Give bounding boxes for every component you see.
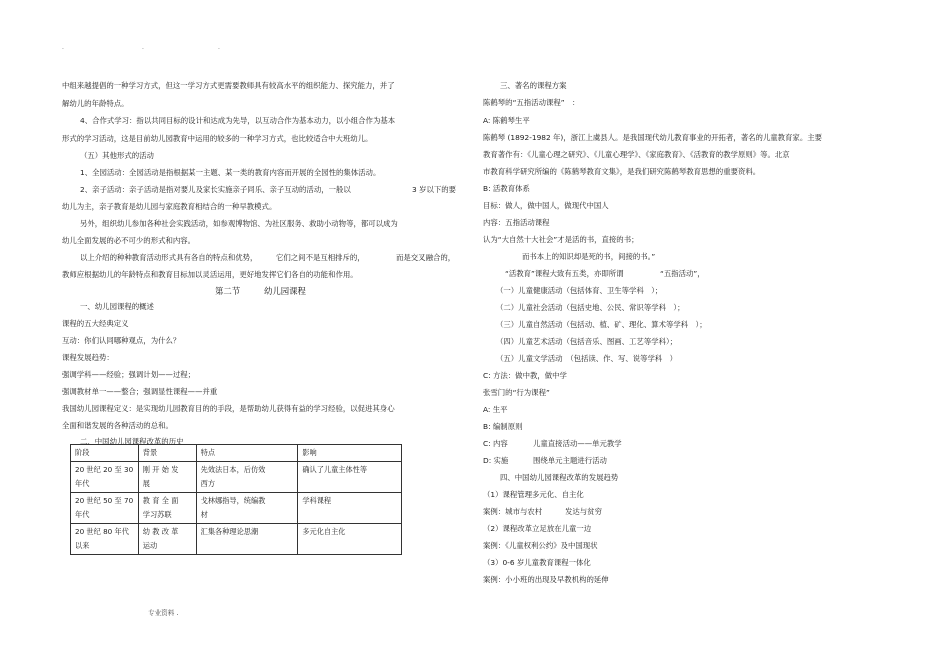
heading: 一、幼儿园课程的概述 <box>80 302 154 311</box>
table-header-row <box>71 445 402 462</box>
paragraph-line: C: 方法：做中教，做中学 <box>483 371 567 380</box>
paragraph-line: 而是交叉融合的， <box>396 253 456 262</box>
paragraph-line: 4、合作式学习：指以共同目标的设计和达成为先导，以互动合作为基本动力，以小组合作为基本 <box>80 116 396 125</box>
cell-line: 先效法日本，后仿效 <box>200 465 266 474</box>
paragraph-line: A: 生平 <box>483 405 508 414</box>
paragraph-line: 中组来越提倡的一种学习方式，但这一学习方式更需要教师具有较高水平的组织能力、探究能力，并了 <box>62 81 395 90</box>
table-row <box>71 524 402 555</box>
paragraph-line: 另外，组织幼儿参加各种社会实践活动，如参观博物馆、为社区服务、救助小动物等，都可以成为 <box>80 219 398 228</box>
table-cell <box>71 524 139 555</box>
paragraph-line: 市教育科学研究所编的《陈鹤琴教育文集》，是我们研究陈鹤琴教育思想的重要资料。 <box>483 167 761 176</box>
paragraph-line: “活教育”课程大致有五类，亦即所谓 <box>505 269 624 278</box>
paragraph-line: 教师应根据幼儿的年龄特点和教育目标加以灵活运用，更好地发挥它们各自的功能和作用。 <box>62 270 358 279</box>
list-item: （二）儿童社会活动（包括史地、公民、常识等学科 ）； <box>496 303 685 312</box>
header-dot: . <box>62 44 64 51</box>
cell-line: 幼 教 改 革 <box>142 527 179 536</box>
paragraph-line: 全面和谐发展的各种活动的总和。 <box>62 421 173 430</box>
paragraph-line: 而书本上的知识却是死的书，间接的书。” <box>522 252 656 261</box>
paragraph-line: 2、亲子活动：亲子活动是指对要儿及家长实施亲子同乐、亲子互动的活动，一般以 <box>80 185 351 194</box>
header-dot: . <box>218 44 220 51</box>
table-header-cell: 特点 <box>196 445 298 462</box>
table-cell <box>138 524 196 555</box>
paragraph-line: 认为“大自然十大社会”才是活的书，直接的书； <box>483 235 639 244</box>
heading: 三、著名的课程方案 <box>500 81 567 90</box>
paragraph-line: 强调学科——经验；强调计划——过程； <box>62 370 196 379</box>
paragraph-line: 张雪门的“行为课程” <box>483 388 550 397</box>
cell-line: 20 世纪 20 至 30 <box>75 465 134 474</box>
table-cell <box>298 462 402 493</box>
cell-line: 年代 <box>75 510 90 519</box>
table-header-cell: 阶段 <box>71 445 139 462</box>
paragraph-line: B: 编制原则 <box>483 422 523 431</box>
cell-line: 学习苏联 <box>142 510 172 519</box>
cell-line: 教 育 全 面 <box>142 496 179 505</box>
section-number: 第二节 <box>215 286 241 296</box>
cell-line: 刚 开 始 发 <box>142 465 179 474</box>
paragraph-line: 案例：《儿童权利公约》及中国现状 <box>483 541 598 550</box>
cell-line: 多元化自主化 <box>302 527 346 536</box>
paragraph-line: 形式的学习活动，这是目前幼儿园教育中运用的较多的一种学习方式，也比较适合中大班幼儿。 <box>62 134 373 143</box>
list-item: （一）儿童健康活动（包括体育、卫生等学科 ）； <box>496 286 663 295</box>
paragraph-line: 陈鹤琴 (1892-1982 年)，浙江上虞县人。是我国现代幼儿教育事业的开拓者，著名的儿童教育家。主要 <box>483 133 822 142</box>
paragraph-line: 它们之间不是互相排斥的， <box>276 253 365 262</box>
paragraph-line: 3 岁以下的要 <box>412 185 457 194</box>
cell-line: 以来 <box>75 541 90 550</box>
cell-line: 展 <box>142 479 150 488</box>
table-cell <box>138 493 196 524</box>
paragraph-line: B: 活教育体系 <box>483 184 530 193</box>
cell-line: 20 世纪 50 至 70 <box>75 496 134 505</box>
paragraph-line: 陈鹤琴的“五指活动课程” ： <box>483 98 580 107</box>
table-cell <box>298 493 402 524</box>
paragraph-line: C: 内容 <box>483 439 508 448</box>
paragraph-line: （2）课程改革立足放在儿童一边 <box>483 524 592 533</box>
list-item: （五）儿童文学活动 （包括读、作、写、说等学科 ） <box>496 354 678 363</box>
paragraph-line: 课程的五大经典定义 <box>62 319 129 328</box>
paragraph-line: 幼儿全面发展的必不可少的形式和内容。 <box>62 236 196 245</box>
paragraph-line: “五指活动”， <box>660 269 705 278</box>
paragraph-line: 案例：城市与农村 <box>483 507 543 516</box>
section-title: 幼儿园课程 <box>264 286 306 296</box>
cell-line: 年代 <box>75 479 90 488</box>
paragraph-line: 课程发展趋势： <box>62 353 114 362</box>
table-row <box>71 493 402 524</box>
cell-line: 20 世纪 80 年代 <box>75 527 129 536</box>
table-cell <box>196 493 298 524</box>
cell-line: 学科课程 <box>302 496 332 505</box>
curriculum-history-table <box>70 444 402 555</box>
table-header-cell: 影响 <box>298 445 402 462</box>
paragraph-line: A: 陈鹤琴生平 <box>483 116 530 125</box>
list-item: （四）儿童艺术活动（包括音乐、图画、工艺等学科）； <box>496 337 678 346</box>
header-dot: . <box>142 44 144 51</box>
paragraph-line: 内容：五指活动课程 <box>483 218 550 227</box>
paragraph-line: 案例：小小班的出现及早教机构的延伸 <box>483 575 609 584</box>
cell-line: 戈林娜指导，统编教 <box>200 496 266 505</box>
table-cell <box>71 493 139 524</box>
table-header-cell: 背景 <box>138 445 196 462</box>
paragraph-line: 互动：你们认同哪种观点，为什么？ <box>62 336 181 345</box>
paragraph-line: 以上介绍的种种教育活动形式具有各自的特点和优势， <box>80 253 258 262</box>
list-item: （三）儿童自然活动（包括动、植、矿、理化、算术等学科 ）； <box>496 320 707 329</box>
page-footer: 专业资料 . <box>148 609 179 617</box>
table-cell <box>298 524 402 555</box>
paragraph-line: 强调教材单一——整合；强调显性课程——并重 <box>62 387 218 396</box>
subheading: （五）其他形式的活动 <box>80 151 154 160</box>
paragraph-line: D: 实施 <box>483 456 509 465</box>
cell-line: 运动 <box>142 541 158 550</box>
paragraph-line: 发达与贫穷 <box>565 507 602 516</box>
paragraph-line: 目标：做人，做中国人，做现代中国人 <box>483 201 609 210</box>
paragraph-line: 教育著作有：《儿童心理之研究》、《儿童心理学》、《家庭教育》、《活教育的教学原则》等。北京 <box>483 150 790 159</box>
heading: 四、中国幼儿园课程改革的发展趋势 <box>500 473 619 482</box>
table-row <box>71 462 402 493</box>
paragraph-line: 1、全园活动：全园活动是指根据某一主题、某一类的教育内容而开展的全园性的集体活动。 <box>80 168 381 177</box>
paragraph-line: 儿童直接活动——单元教学 <box>533 439 622 448</box>
paragraph-line: （3）0-6 岁儿童教育课程一体化 <box>483 558 591 567</box>
table-cell <box>196 524 298 555</box>
table-cell <box>196 462 298 493</box>
cell-line: 西方 <box>200 479 216 488</box>
table-cell <box>138 462 196 493</box>
cell-line: 材 <box>200 510 208 519</box>
paragraph-line: 幼儿为主，亲子教育是幼儿园与家庭教育相结合的一种早教模式。 <box>62 202 277 211</box>
heading: 二、中国幼儿园课程改革的历史 <box>80 437 184 446</box>
paragraph-line: 解幼儿的年龄特点。 <box>62 99 129 108</box>
cell-line: 汇集各种理论思潮 <box>200 527 259 536</box>
paragraph-line: 我国幼儿园课程定义：是实现幼儿园教育目的的手段，是帮助幼儿获得有益的学习经验，以促进其身心 <box>62 404 395 413</box>
cell-line: 确认了儿童主体性等 <box>302 465 368 474</box>
table-cell <box>71 462 139 493</box>
paragraph-line: 围绕单元主题进行活动 <box>533 456 607 465</box>
paragraph-line: （1）课程管理多元化、自主化 <box>483 490 584 499</box>
